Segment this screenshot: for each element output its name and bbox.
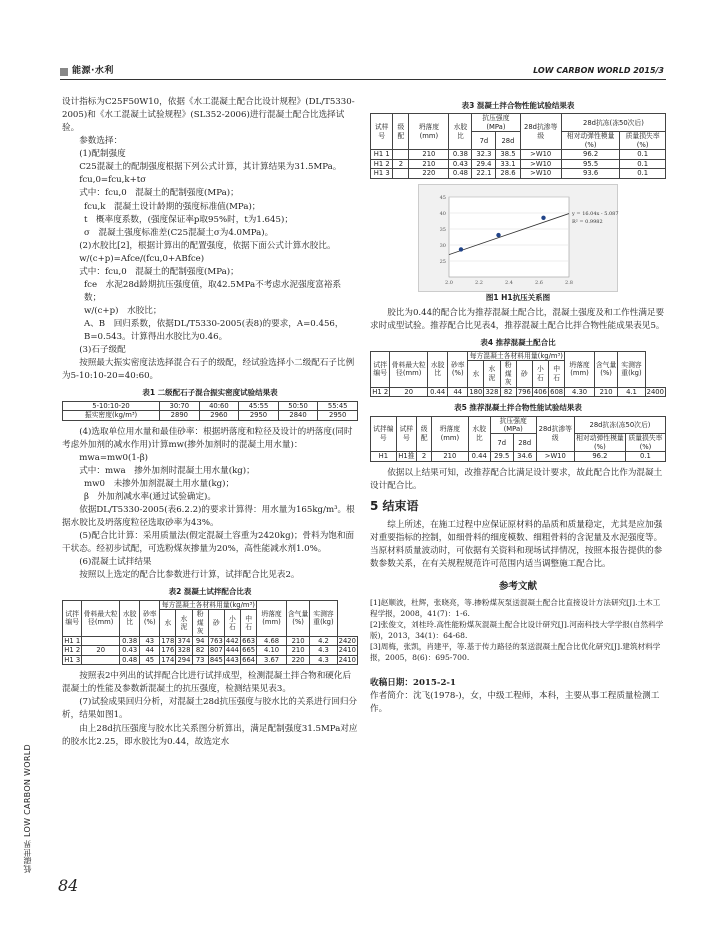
section-heading: 5 结束语 (370, 499, 419, 514)
table-cell: 845 (209, 655, 223, 664)
grading-table (62, 401, 358, 421)
table-cell: >W10 (520, 169, 561, 178)
table-cell: 29.4 (472, 159, 496, 168)
paragraph: (7)试验成果回归分析，对混凝土28d抗压强度与胶水比的关系进行回归分析，结果如图1。 (62, 697, 358, 721)
formula: mwa=mw0(1-β) (79, 452, 149, 463)
table-cell: 94 (192, 636, 208, 645)
table-cell: 5-10:10-20 (63, 401, 160, 410)
formula: fcu,0=fcu,k+tσ (79, 175, 147, 186)
table-cell: 82 (500, 387, 516, 396)
table-cell: 763 (209, 636, 223, 645)
table-cell: 2950 (318, 411, 358, 420)
table-cell: 210 (409, 150, 449, 159)
table-cell: 174 (161, 655, 175, 664)
where-line: 式中：fcu,0 混凝土的配制强度(MPa)； (79, 266, 239, 277)
table-cell: 443 (225, 655, 239, 664)
reference: [1]赵顺波，杜辉，张晓亮，等.掺粉煤灰泵送混凝土配合比直接设计方法研究[J].土木工程学报，2008，41(7)：1-6. (370, 597, 661, 618)
table-cell: 2960 (199, 411, 239, 420)
table-cell: 608 (550, 387, 564, 396)
table-cell: 45 (140, 655, 160, 664)
table-cell: >W10 (536, 452, 574, 461)
paragraph: 依据DL/T5330-2005(表6.2.2)的要求计算得：用水量为165kg/m³。根据水胶比及坍落度粒径选取砂率为43%。 (62, 505, 355, 529)
table-cell: 振实密度(kg/m³) (63, 411, 160, 420)
x-tick-label: 2.0 (445, 279, 453, 286)
table-cell: 4.3 (310, 655, 337, 664)
paragraph: (5)配合比计算：采用质量法(假定混凝土容重为2420kg)；骨料为饱和面干状态。经初步试配，可选粉煤灰掺量为20%，高性能减水剂1.0%。 (62, 531, 355, 555)
table-cell: 328 (485, 387, 499, 396)
table-cell: 374 (177, 636, 191, 645)
page-header (60, 64, 666, 80)
paragraph: (1)配制强度 (79, 149, 126, 160)
page-number: 84 (58, 876, 79, 895)
table-cell: 73 (192, 655, 208, 664)
paragraph: (6)混凝土试拌结果 (79, 557, 152, 568)
reference: [3]周梅，张凯，肖建平，等.基于传力路径的泵送混凝土配合比优化研究[J].建筑材料学报，2005，8(6)：695-700. (370, 641, 661, 662)
table-cell: 406 (533, 387, 547, 396)
table-cell: 2400 (646, 387, 664, 396)
journal-label: LOW CARBON WORLD 2015/3 (533, 66, 664, 75)
table-cell: 4.30 (565, 387, 595, 396)
regression-chart (418, 184, 618, 292)
paragraph: C25混凝土的配制强度根据下列公式计算，其计算结果为31.5MPa。 (79, 162, 342, 173)
table-cell: 220 (409, 169, 449, 178)
x-tick-label: 2.8 (565, 279, 573, 286)
table-cell (82, 655, 120, 664)
table-row (371, 159, 666, 168)
table-cell: 28.6 (496, 169, 520, 178)
table-cell: 444 (225, 646, 239, 655)
x-tick-label: 2.4 (505, 279, 513, 286)
data-point (541, 215, 545, 219)
table-cell: 796 (517, 387, 531, 396)
table-cell: 45:55 (239, 401, 279, 410)
y-tick-label: 30 (439, 242, 446, 249)
table-title: 表3 混凝土拌合物性能试验结果表 (461, 101, 575, 110)
table-cell: >W10 (520, 150, 561, 159)
table-row (371, 169, 666, 178)
table-cell: 22.1 (472, 169, 496, 178)
where-line: w/(c+p) 水胶比； (84, 306, 162, 316)
table-cell: 95.5 (561, 159, 619, 168)
recommended-mix-table: 试拌编号 骨料最大粒径(mm) 水胶比 砂率(%) 每方混凝土各材料用量(kg/m³) 坍落度(mm) 含气量(%) 实测容重(kg) 水 水泥 粉煤灰 砂 小石 中石 H1 2 20 0.44 44 180 328 82 796 406 608 4.30 210 4.1 2400 (372, 351, 664, 396)
table-cell: 93.6 (561, 169, 619, 178)
table-cell: 3.67 (257, 655, 287, 664)
plot-area (449, 197, 569, 277)
paragraph: (4)选取单位用水量和最佳砂率：根据坍落度和粒径及设计的坍落度(同时考虑外加剂的减水作用)计算mw(掺外加剂时的混凝土用水量)： (62, 426, 353, 450)
table-cell: 210 (286, 636, 310, 645)
paragraph: 设计指标为C25F50W10，依据《水工混凝土配合比设计规程》(DL/T5330-2005)和《水工混凝土试验规程》(SL352-2006)进行混凝土配合比选择试验。 (62, 97, 355, 134)
paragraph: (3)石子级配 (79, 345, 126, 356)
table-cell: 210 (286, 646, 310, 655)
left-column (62, 96, 358, 886)
table-cell: 665 (242, 646, 256, 655)
table-cell (393, 169, 409, 178)
right-column (370, 96, 666, 876)
table-cell: 220 (286, 655, 310, 664)
table-cell: 0.43 (120, 646, 140, 655)
table-cell: 0.44 (468, 452, 490, 461)
table-cell: 4.3 (310, 646, 337, 655)
fit-equation: y = 16.04x - 5.087 (572, 210, 619, 217)
received-date: 收稿日期：2015-2-1 (370, 677, 456, 688)
table-cell: 0.38 (449, 150, 472, 159)
table-cell: 20 (390, 387, 428, 396)
table-cell: 2 (393, 159, 409, 168)
table-cell: 82 (192, 646, 208, 655)
where-line: A、B 回归系数，依据DL/T5330-2005(表8)的要求，A=0.456，B=0.543。计算得出水胶比为0.46。 (84, 319, 344, 343)
table-cell: 328 (177, 646, 191, 655)
y-tick-label: 35 (439, 226, 446, 233)
table-cell: 40:60 (199, 401, 239, 410)
table-cell: 96.2 (561, 150, 619, 159)
y-tick-label: 25 (439, 258, 446, 265)
table-cell: 55:45 (318, 401, 358, 410)
table-cell: 44 (448, 387, 468, 396)
table-cell: 20 (82, 646, 120, 655)
table-cell: 0.1 (620, 150, 666, 159)
table-cell: 0.48 (120, 655, 140, 664)
table-cell: 4.10 (257, 646, 287, 655)
table-cell (393, 150, 409, 159)
table-cell: 210 (432, 452, 469, 461)
table-cell: 29.5 (490, 452, 513, 461)
table-cell: 2420 (338, 636, 356, 645)
y-tick-label: 40 (439, 210, 446, 217)
table-cell: 176 (161, 646, 175, 655)
where-line: mw0 未掺外加剂混凝土用水量(kg)； (84, 478, 235, 489)
table-cell: 33.1 (496, 159, 520, 168)
table-cell: H1 (371, 452, 397, 461)
table-row (63, 646, 358, 655)
table-cell: >W10 (520, 159, 561, 168)
paragraph: 按照表2中列出的试拌配合比进行试拌成型，检测混凝土拌合物和硬化后混凝土的性能及参数新混凝土的抗压强度，检测结果见表3。 (62, 671, 352, 695)
figure-caption: 图1 H1抗压关系图 (485, 292, 551, 302)
formula: w/(c+p)=Afce/(fcu,0+ABfce) (79, 253, 205, 264)
data-point (459, 247, 463, 251)
y-tick-label: 45 (439, 194, 446, 201)
paragraph: 依据以上结果可知，改推荐配合比满足设计要求，故此配合比作为混凝土设计配合比。 (370, 467, 663, 491)
table-cell: 180 (469, 387, 483, 396)
table-cell: 38.5 (496, 150, 520, 159)
table-cell: 2410 (338, 655, 356, 664)
data-point (496, 233, 500, 237)
section-label: 能源·水利 (72, 65, 114, 79)
table-cell: 50:50 (278, 401, 318, 410)
table-cell: H1 3 (371, 169, 393, 178)
table-row (371, 150, 666, 159)
table-cell: 0.1 (625, 452, 665, 461)
table-cell: 44 (140, 646, 160, 655)
where-line: 式中：fcu,0 混凝土的配制强度(MPa)； (79, 188, 239, 199)
table-cell: 294 (177, 655, 191, 664)
paragraph: 按照以上选定的配合比参数进行计算，试拌配合比见表2。 (79, 570, 300, 581)
table-cell: 442 (225, 636, 239, 645)
table-cell: 663 (242, 636, 256, 645)
author-bio: 作者简介：沈飞(1978-)，女，中级工程师，本科，主要从事工程质量检测工作。 (370, 691, 660, 715)
table-cell: H1 1 (64, 636, 81, 645)
where-line: σ 混凝土强度标准差(C25混凝土σ为4.0MPa)。 (84, 227, 274, 238)
where-line: β 外加剂减水率(通过试验确定)。 (84, 492, 216, 503)
paragraph: 综上所述，在施工过程中应保证原材料的品质和质量稳定，尤其是应加强对重要指标的控制，如细骨料的细度模数、细粗骨料的含泥量及水泥强度等。当原材料质量波动时，可依据有关资料和现场试拌情况，按照本报告提供的参数参数关系，在有关规程规范许可范围内适当调整施工配合比。 (370, 520, 663, 570)
table-cell (82, 636, 120, 645)
side-journal-title: 低碳世界 LOW CARBON WORLD (23, 744, 32, 873)
references-heading: 参考文献 (498, 580, 537, 592)
table-cell: 0.1 (620, 159, 666, 168)
table-cell: 178 (161, 636, 175, 645)
table-title: 表1 二级配石子混合振实密度试验结果表 (142, 388, 278, 398)
where-line: t 概率度系数，(强度保证率p取95%时，t为1.645)； (84, 214, 293, 225)
table-cell: 664 (242, 655, 256, 664)
where-line: fcu,k 混凝土设计龄期的强度标准值(MPa)； (84, 201, 261, 212)
x-tick-label: 2.6 (535, 279, 543, 286)
table-cell: 0.1 (620, 169, 666, 178)
table-cell: 30:70 (160, 401, 200, 410)
table-title: 表5 推荐混凝土拌合物性能试验结果表 (454, 403, 582, 413)
where-line: fce 水泥28d龄期抗压强度值，取42.5MPa不考虑水泥强度富裕系数； (84, 279, 342, 303)
table-cell: 2890 (160, 411, 200, 420)
table-cell: 0.38 (120, 636, 140, 645)
table-row (63, 636, 358, 645)
table-cell: 43 (140, 636, 160, 645)
mix-table: 试拌编号 骨料最大粒径(mm) 水胶比 砂率(%) 每方混凝土各材料用量(kg/m³) 坍落度(mm) 含气量(%) 实测容重(kg) 水 水泥 粉煤灰 砂 小石 中石 H1 1 0.38 43 178 374 94 763 442 663 4.68 210 4.2 2420 H1 2 20 0.43 44 176 328 82 807 444 665 4.10 210 4.3 2410 H1 3 0.48 45 174 294 73 845 443 664 3.67 220 4.3 2410 (64, 600, 356, 664)
table-cell: 807 (209, 646, 223, 655)
reference: [2]张俊文，刘桂玲.高性能粉煤灰混凝土配合比设计研究[J].河南科技大学学报(自然科学版)，2013，34(1)：64-68. (370, 619, 664, 640)
table-cell: 96.2 (574, 452, 625, 461)
table-cell: H1 2 (372, 387, 389, 396)
table-cell: 210 (594, 387, 618, 396)
table-cell: 2950 (239, 411, 279, 420)
recommended-performance-table: 试拌编号 试样号 级配 坍落度(mm) 水胶比 抗压强度(MPa) 28d抗渗等级 28d抗冻(冻50次后) 7d 28d 相对动弹性模量(%) 质量损失率(%) H1 H1推 2 210 0.44 29.5 34.6 >W10 96.2 0.1 (370, 416, 666, 462)
where-line: 式中：mwa 掺外加剂时混凝土用水量(kg)； (79, 465, 255, 476)
table-cell: H1推 (396, 452, 417, 461)
paragraph: 胶比为0.44的配合比为推荐混凝土配合比，混凝土强度及和工作性满足要求时成型试验。推荐配合比见表4，推荐混凝土配合比拌合物性能成果表见5。 (370, 308, 665, 332)
table-cell: H1 3 (64, 655, 81, 664)
x-tick-label: 2.2 (475, 279, 483, 286)
table-cell: 4.68 (257, 636, 287, 645)
table-cell: H1 2 (64, 646, 81, 655)
table-cell: 34.6 (513, 452, 536, 461)
fit-r2: R² = 0.9982 (572, 218, 603, 225)
table-title: 表4 推荐混凝土配合比 (480, 338, 556, 348)
table-cell: 4.2 (310, 636, 337, 645)
table-cell: 2 (417, 452, 432, 461)
table-cell: 2410 (338, 646, 356, 655)
table-row (63, 655, 358, 664)
table-cell: 4.1 (618, 387, 645, 396)
table-cell: 0.43 (449, 159, 472, 168)
paragraph: (2)水胶比[2]，根据计算出的配置强度，依据下面公式计算水胶比。 (79, 240, 336, 251)
table-cell: 0.44 (428, 387, 448, 396)
table-cell: 2840 (278, 411, 318, 420)
chart-svg (419, 185, 619, 293)
paragraph: 由上28d抗压强度与胶水比关系图分析算出，满足配制强度31.5MPa对应的胶水比2.25，即水胶比为0.44，故选定水 (62, 723, 358, 747)
paragraph: 参数选择： (79, 136, 123, 147)
table-cell: 0.48 (449, 169, 472, 178)
table-cell: H1 2 (371, 159, 393, 168)
table-cell: 32.3 (472, 150, 496, 159)
table-cell: H1 1 (371, 150, 393, 159)
performance-table: 试样号 级配 坍落度(mm) 水胶比 抗压强度(MPa) 28d抗渗等级 28d抗冻(冻50次后) 7d 28d 相对动弹性模量(%) 质量损失率(%) H1 1 210 0.38 32.3 38.5 >W10 96.2 0.1 H1 2 2 210 0.43 29.4 33.1 >W10 95.5 0.1 H1 3 220 0.48 22.1 28.6 >W10 93.6 0.1 (370, 113, 666, 178)
table-title: 表2 混凝土试拌配合比表 (168, 587, 252, 597)
paragraph: 按照最大振实密度法选择混合石子的级配，经试验选择小二级配石子比例为5-10:10-20=40:60。 (62, 358, 355, 382)
table-cell: 210 (409, 159, 449, 168)
